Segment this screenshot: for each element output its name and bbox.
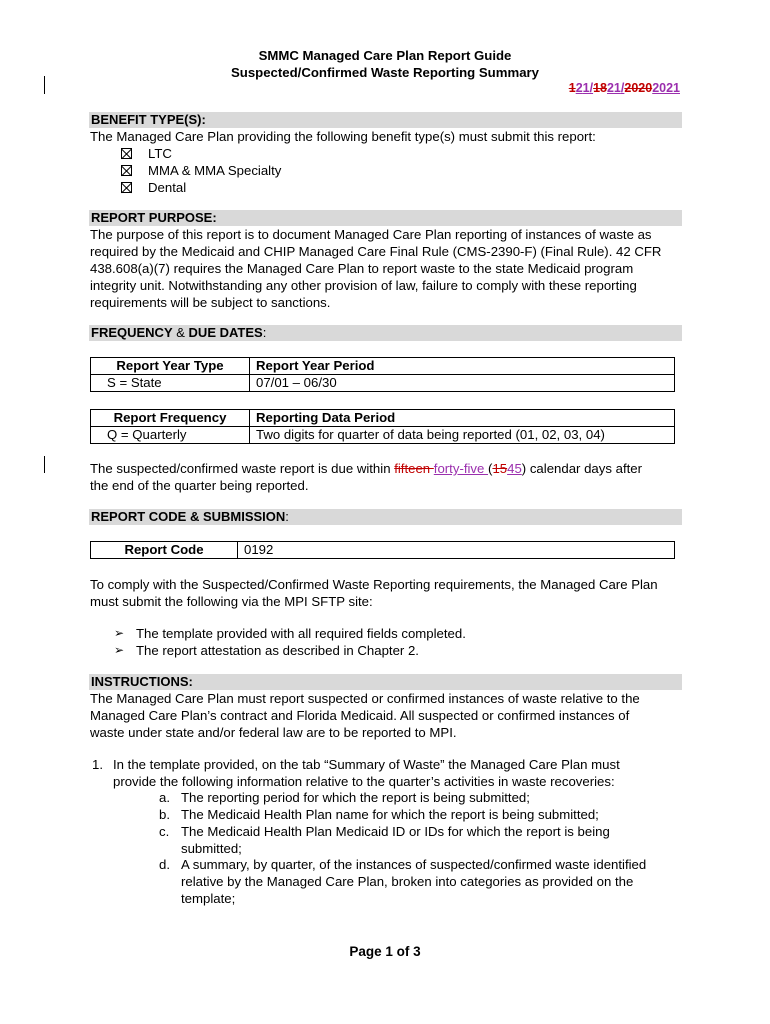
- table-header: Report Year Period: [250, 358, 675, 375]
- sub-list-text: The Medicaid Health Plan name for which the report is being submitted;: [181, 807, 599, 822]
- frequency-heading: FREQUENCY & DUE DATES:: [89, 325, 682, 341]
- revision-bar: [44, 76, 45, 94]
- list-item-text: In the template provided, on the tab “Summary of Waste” the Managed Care Plan must: [113, 757, 620, 772]
- sub-list-marker: d.: [159, 857, 170, 872]
- sub-list-marker: a.: [159, 790, 170, 805]
- report-frequency-table: [90, 409, 675, 444]
- document-subtitle: Suspected/Confirmed Waste Reporting Summary: [230, 65, 539, 80]
- submission-line: To comply with the Suspected/Confirmed Waste Reporting requirements, the Managed Care Plan: [90, 577, 658, 592]
- checked-box-icon: [121, 165, 132, 176]
- benefit-intro: The Managed Care Plan providing the following benefit type(s) must submit this report:: [90, 129, 596, 144]
- report-code-table: [90, 541, 675, 559]
- purpose-line: integrity unit. Notwithstanding any other provision of law, failure to comply with these reporting: [90, 278, 637, 293]
- table-cell: Two digits for quarter of data being reported (01, 02, 03, 04): [250, 427, 675, 444]
- due-date-sentence: The suspected/confirmed waste report is due within fifteen forty-five (1545) calendar days after: [90, 461, 642, 476]
- table-cell: S = State: [91, 375, 250, 392]
- due-date-sentence-end: the end of the quarter being reported.: [90, 478, 309, 493]
- sub-list-text: The Medicaid Health Plan Medicaid ID or IDs for which the report is being: [181, 824, 610, 839]
- revision-bar: [44, 456, 45, 473]
- report-year-table: [90, 357, 675, 392]
- purpose-line: The purpose of this report is to document Managed Care Plan reporting of instances of waste as: [90, 227, 652, 242]
- revision-date: 121/1821/20202021: [568, 81, 680, 95]
- sub-list-text: relative by the Managed Care Plan, broken into categories as provided on the: [181, 874, 634, 889]
- purpose-line: required by the Medicaid and CHIP Managed Care Final Rule (CMS-2390-F) (Final Rule). 42 CFR: [90, 244, 662, 259]
- list-number: 1.: [92, 757, 103, 772]
- checked-box-icon: [121, 182, 132, 193]
- sub-list-text: submitted;: [181, 841, 242, 856]
- sub-list-marker: b.: [159, 807, 170, 822]
- instructions-line: Managed Care Plan’s contract and Florida Medicaid. All suspected or confirmed instances of: [90, 708, 630, 723]
- table-header: Report Frequency: [91, 410, 250, 427]
- sub-list-text: A summary, by quarter, of the instances of suspected/confirmed waste identified: [181, 857, 647, 872]
- table-cell: Q = Quarterly: [91, 427, 250, 444]
- arrow-bullet-icon: ➢: [114, 626, 125, 640]
- page-number: Page 1 of 3: [349, 944, 421, 959]
- arrow-bullet-icon: ➢: [114, 643, 125, 657]
- benefit-item-mma: MMA & MMA Specialty: [148, 163, 282, 178]
- instructions-line: The Managed Care Plan must report suspected or confirmed instances of waste relative to the: [90, 691, 640, 706]
- checked-box-icon: [121, 148, 132, 159]
- benefit-heading: BENEFIT TYPE(S):: [89, 112, 682, 128]
- submission-bullet: The report attestation as described in Chapter 2.: [136, 643, 419, 658]
- submission-bullet: The template provided with all required fields completed.: [136, 626, 466, 641]
- table-header: Report Year Type: [91, 358, 250, 375]
- purpose-line: requirements will be subject to sanctions.: [90, 295, 331, 310]
- purpose-heading: REPORT PURPOSE:: [89, 210, 682, 226]
- benefit-item-dental: Dental: [148, 180, 187, 195]
- report-code-label: Report Code: [91, 542, 238, 559]
- instructions-heading: INSTRUCTIONS:: [89, 674, 682, 690]
- report-code-value: 0192: [238, 542, 675, 559]
- code-heading: REPORT CODE & SUBMISSION:: [89, 509, 682, 525]
- sub-list-marker: c.: [159, 824, 170, 839]
- list-item-text: provide the following information relative to the quarter’s activities in waste recoveries:: [113, 774, 615, 789]
- instructions-line: waste under state and/or federal law are to be reported to MPI.: [90, 725, 457, 740]
- sub-list-text: The reporting period for which the report is being submitted;: [181, 790, 530, 805]
- table-header: Reporting Data Period: [250, 410, 675, 427]
- benefit-item-ltc: LTC: [148, 146, 172, 161]
- purpose-line: 438.608(a)(7) requires the Managed Care Plan to report waste to the state Medicaid program: [90, 261, 634, 276]
- sub-list-text: template;: [181, 891, 236, 906]
- submission-line: must submit the following via the MPI SFTP site:: [90, 594, 373, 609]
- document-title: SMMC Managed Care Plan Report Guide: [258, 48, 512, 63]
- table-cell: 07/01 – 06/30: [250, 375, 675, 392]
